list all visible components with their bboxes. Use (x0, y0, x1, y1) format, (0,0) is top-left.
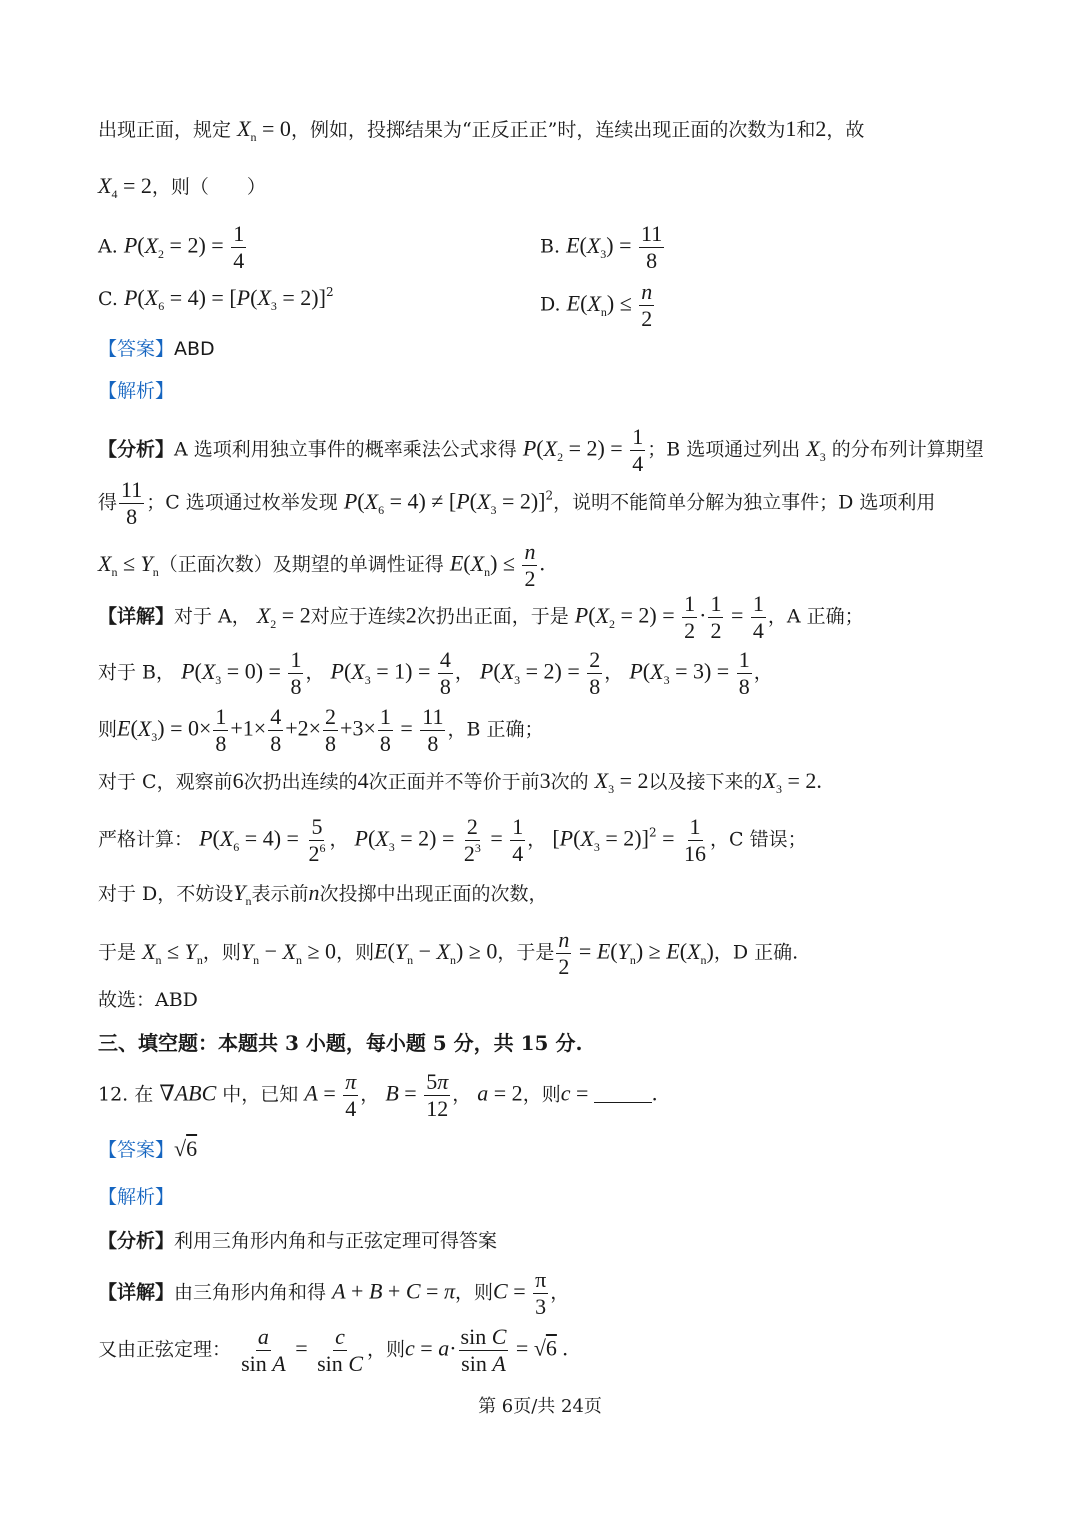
detail-line-c2: 严格计算： $P(X_6 = 4)$ = $\frac{5}{2^6}$ ， $P(X_3 = 2)$ = $\frac{2}{2^3}$ = $\frac{1}{4}$ ， $[P(X_3 = 2)]^2$ = $\frac{1}{16}$ ，C 错误； (98, 814, 807, 867)
answer-tag: 【答案】 (98, 1139, 175, 1161)
detail-line-b2: 则$E(X_3) = 0\times$ $\frac{1}{8}$ +1× $\frac{4}{8}$ +2× $\frac{2}{8}$ +3× $\frac{1}{8}$ = $\frac{11}{8}$ ，B 正确； (98, 704, 544, 757)
text: ，故 (826, 119, 865, 141)
option-label: D. (540, 293, 561, 316)
text: 得 (98, 491, 118, 514)
text: ，则 (202, 941, 241, 964)
text: 对于 D，不妨设 (98, 883, 234, 905)
q12-analysis (98, 1232, 497, 1251)
text: 严格计算： (98, 828, 194, 851)
text: ，则 (336, 941, 375, 964)
math: 2 (815, 116, 827, 141)
text: 次扔出正面，于是 (416, 605, 569, 628)
text: 表示前 (251, 883, 309, 905)
text: 由三角形内角和得 (174, 1281, 327, 1304)
option-c: C. $P(X_6 = 4) = [P(X_3 = 2)]^2$ (98, 285, 334, 313)
text: 对应于连续 (310, 605, 406, 628)
text: 中，已知 (222, 1083, 299, 1106)
text: 对于 B， (98, 661, 176, 684)
math: $X_4 = 2$ (98, 173, 152, 201)
answer-line (98, 340, 215, 359)
text: 则 (98, 718, 118, 741)
question-12: 12. 在 ∇ABC 中，已知 A = $\frac{\pi}{4}$ ， B = $\frac{5\pi}{12}$ ， a = 2，则c = . (98, 1069, 658, 1122)
fraction: $\frac{11}{8}$ (641, 221, 663, 274)
detail-tag: 【详解】 (98, 605, 175, 628)
text: 和 (796, 119, 816, 141)
answer-tag: 【答案】 (98, 338, 175, 360)
detail-tag: 【详解】 (98, 1281, 175, 1304)
text: ，A 正确； (767, 605, 864, 628)
text: ，例如，投掷结果为“正反正正”时，连续出现正面的次数为 (290, 119, 786, 141)
option-d: D. $E(X_n)$ ≤ $\frac{n}{2}$ (540, 279, 653, 332)
text: 于是 (98, 941, 137, 964)
text: 次正面并不等价于前 (368, 771, 540, 793)
jiexi-line (98, 382, 174, 401)
math: 1 (785, 116, 797, 141)
analysis-line-3: $X_n \le Y_n$（正面次数）及期望的单调性证得 $E(X_n)$ ≤ $\frac{n}{2}$ . (98, 539, 545, 592)
option-b: B. $E(X_3)$ = $\frac{11}{8}$ (540, 221, 663, 274)
fraction: $\frac{1}{4}$ (233, 221, 245, 274)
text: ；B 选项通过列出 (647, 438, 801, 461)
jiexi-tag: 【解析】 (98, 380, 175, 402)
detail-line-a: 【详解】对于 A， $X_2 = 2$对应于连续2次扔出正面，于是 $P(X_2 = 2)$ = $\frac{1}{2}$ · $\frac{1}{2}$ = $\frac{1}{4}$ ，A 正确； (98, 591, 864, 644)
text: 则 (473, 1281, 493, 1304)
fraction: $\frac{n}{2}$ (641, 279, 653, 332)
text: 次投掷中出现正面的次数， (319, 883, 548, 905)
text: 故选：ABD (98, 989, 198, 1011)
q12-answer: 【答案】√6 (98, 1136, 198, 1161)
answer-blank (594, 1102, 652, 1103)
jiexi-tag: 【解析】 (98, 1186, 175, 1208)
q12-jiexi (98, 1188, 174, 1207)
text: 次的 (550, 771, 589, 793)
question-line-1 (98, 118, 864, 143)
selection-line (98, 991, 198, 1010)
section-title: 三、填空题：本题共 3 小题，每小题 5 分，共 15 分. (98, 1031, 583, 1055)
text: （正面次数）及期望的单调性证得 (158, 553, 444, 576)
text: 对于 C，观察前 (98, 771, 233, 793)
analysis-line-2: 得 $\frac{11}{8}$ ；C 选项通过枚举发现 $P(X_6 = 4) \ne [P(X_3 = 2)]^2$，说明不能简单分解为独立事件；D 选项利用 (98, 477, 936, 530)
text: 出现正面，规定 (98, 119, 232, 141)
option-label: C. (98, 288, 118, 310)
text: 利用三角形内角和与正弦定理可得答案 (174, 1230, 498, 1252)
text: ；C 选项通过枚举发现 (146, 491, 338, 514)
question-number: 12. 在 (98, 1083, 154, 1106)
detail-line-d2: 于是 $X_n \le Y_n$，则$Y_n - X_n \ge 0$，则$E(Y_n - X_n) \ge 0$，于是 $\frac{n}{2}$ = $E(Y_n) \ge E(X_n)$，D 正确. (98, 927, 799, 980)
question-line-2 (98, 175, 266, 200)
analysis-tag: 【分析】 (98, 438, 175, 461)
detail-line-b1: 对于 B， $P(X_3 = 0)$ = $\frac{1}{8}$ ， $P(X_3 = 1)$ = $\frac{4}{8}$ ， $P(X_3 = 2)$ = $\frac{2}{8}$ ， $P(X_3 = 3)$ = $\frac{1}{8}$ ， (98, 647, 773, 700)
option-label: A. (98, 235, 118, 258)
text: ，则 (522, 1083, 561, 1106)
detail-line-c1: 对于 C，观察前6次扔出连续的4次正面并不等价于前3次的 $X_3 = 2$以及接下来的$X_3 = 2$. (98, 768, 822, 796)
text: ，则（ ） (151, 176, 266, 198)
analysis-tag: 【分析】 (98, 1230, 175, 1252)
text: 对于 A， (174, 605, 251, 628)
text: ，则 (367, 1338, 406, 1361)
option-label: B. (540, 235, 561, 258)
option-a: A. $P(X_2 = 2)$ = $\frac{1}{4}$ (98, 221, 245, 274)
text: 又由正弦定理： (98, 1338, 232, 1361)
text: ，C 错误； (710, 828, 807, 851)
text: ，于是 (497, 941, 555, 964)
page-footer: 第 6页/共 24页 (478, 1396, 602, 1417)
analysis-line-1: 【分析】A 选项利用独立事件的概率乘法公式求得 $P(X_2 = 2)$ = $\frac{1}{4}$ ；B 选项通过列出 $X_3$ 的分布列计算期望 (98, 424, 984, 477)
q12-detail-2: 又由正弦定理： $\frac{a}{\text{sin A}}$ = $\frac{c}{\text{sin C}}$ ，则c = a· $\frac{\text{sin C}}{\text{sin A}}$ = √6 . (98, 1324, 568, 1377)
text: 以及接下来的 (648, 771, 763, 793)
text: A 选项利用独立事件的概率乘法公式求得 (174, 438, 517, 461)
q12-detail-1: 【详解】由三角形内角和得 A + B + C = π，则C = $\frac{\pi}{3}$ ， (98, 1267, 570, 1320)
text: ，B 正确； (447, 718, 544, 741)
answer-value: ABD (174, 338, 215, 360)
text: ，说明不能简单分解为独立事件；D 选项利用 (553, 491, 936, 514)
text: 的分布列计算期望 (831, 438, 984, 461)
detail-line-d1: 对于 D，不妨设$Y_n$表示前n次投掷中出现正面的次数， (98, 880, 548, 908)
text: 次扔出连续的 (243, 771, 358, 793)
text: ，D 正确. (713, 941, 799, 964)
math: $X_n = 0$ (237, 116, 291, 144)
